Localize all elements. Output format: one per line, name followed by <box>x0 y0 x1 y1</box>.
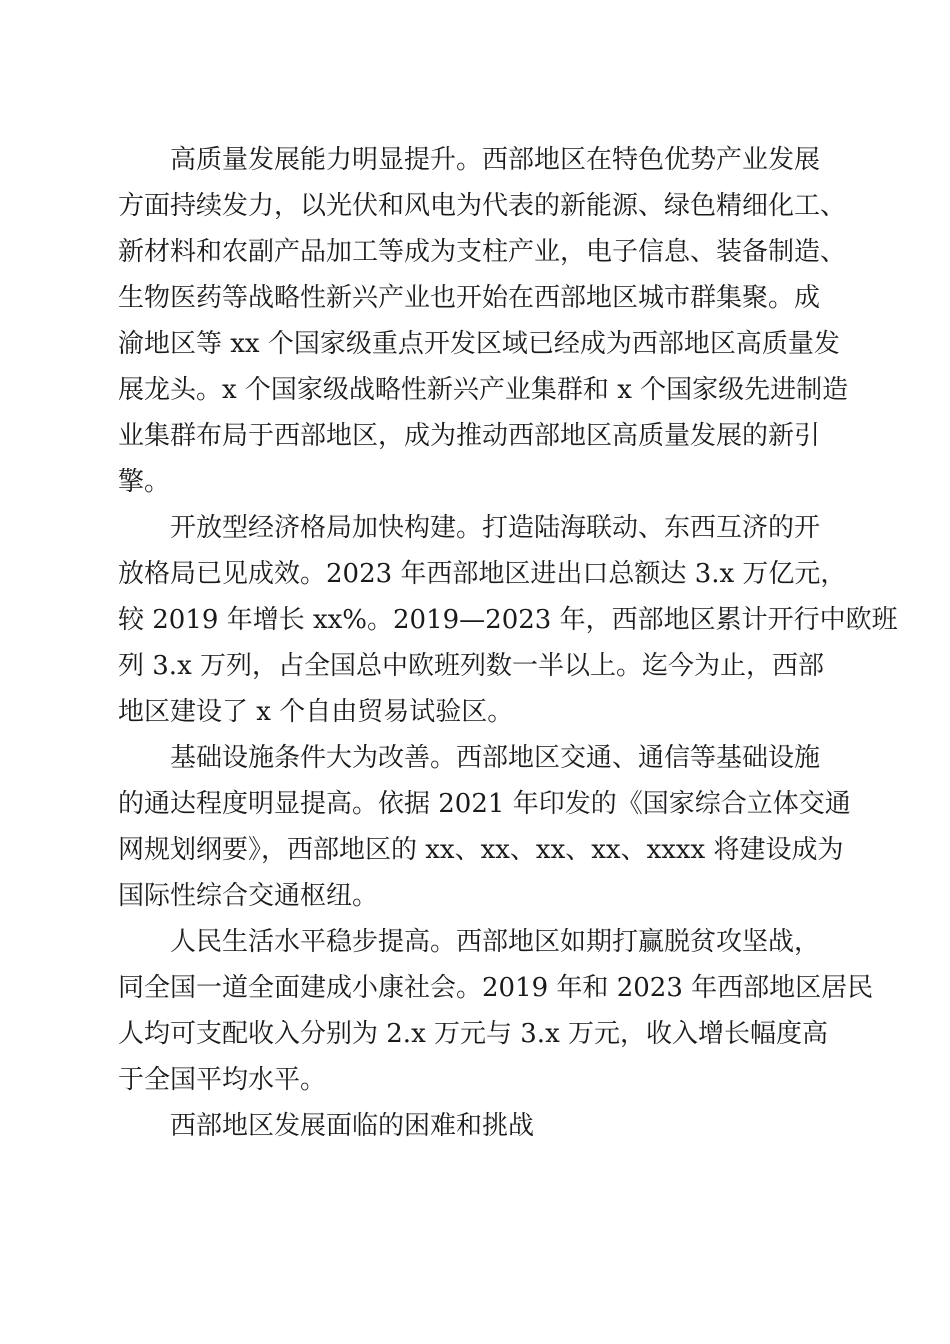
text-line: 同全国一道全面建成小康社会。2019 年和 2023 年西部地区居民 <box>118 973 874 1003</box>
text-line: 展龙头。x 个国家级战略性新兴产业集群和 x 个国家级先进制造 <box>118 375 849 405</box>
text-line: 放格局已见成效。2023 年西部地区进出口总额达 3.x 万亿元， <box>118 559 847 589</box>
text-line: 业集群布局于西部地区，成为推动西部地区高质量发展的新引 <box>118 421 821 451</box>
text-line: 人民生活水平稳步提高。西部地区如期打赢脱贫攻坚战， <box>118 927 821 957</box>
text-line: 基础设施条件大为改善。西部地区交通、通信等基础设施 <box>118 743 821 773</box>
text-line: 新材料和农副产品加工等成为支柱产业，电子信息、装备制造、 <box>118 237 847 267</box>
text-line: 的通达程度明显提高。依据 2021 年印发的《国家综合立体交通 <box>118 789 851 819</box>
text-line: 擎。 <box>118 467 171 497</box>
text-line: 渝地区等 xx 个国家级重点开发区域已经成为西部地区高质量发 <box>118 329 840 359</box>
text-line: 较 2019 年增长 xx%。2019—2023 年，西部地区累计开行中欧班 <box>118 605 898 635</box>
text-line: 网规划纲要》，西部地区的 xx、xx、xx、xx、xxxx 将建设成为 <box>118 835 844 865</box>
text-line: 地区建设了 x 个自由贸易试验区。 <box>118 697 514 727</box>
text-line: 于全国平均水平。 <box>118 1065 327 1095</box>
text-line: 开放型经济格局加快构建。打造陆海联动、东西互济的开 <box>118 513 821 543</box>
text-line: 高质量发展能力明显提升。西部地区在特色优势产业发展 <box>118 145 821 175</box>
text-line: 列 3.x 万列，占全国总中欧班列数一半以上。迄今为止，西部 <box>118 651 824 681</box>
heading-line: 西部地区发展面临的困难和挑战 <box>118 1111 535 1141</box>
text-line: 方面持续发力，以光伏和风电为代表的新能源、绿色精细化工、 <box>118 191 847 221</box>
text-line: 人均可支配收入分别为 2.x 万元与 3.x 万元，收入增长幅度高 <box>118 1019 828 1049</box>
text-line: 生物医药等战略性新兴产业也开始在西部地区城市群集聚。成 <box>118 283 821 313</box>
text-line: 国际性综合交通枢纽。 <box>118 881 379 911</box>
